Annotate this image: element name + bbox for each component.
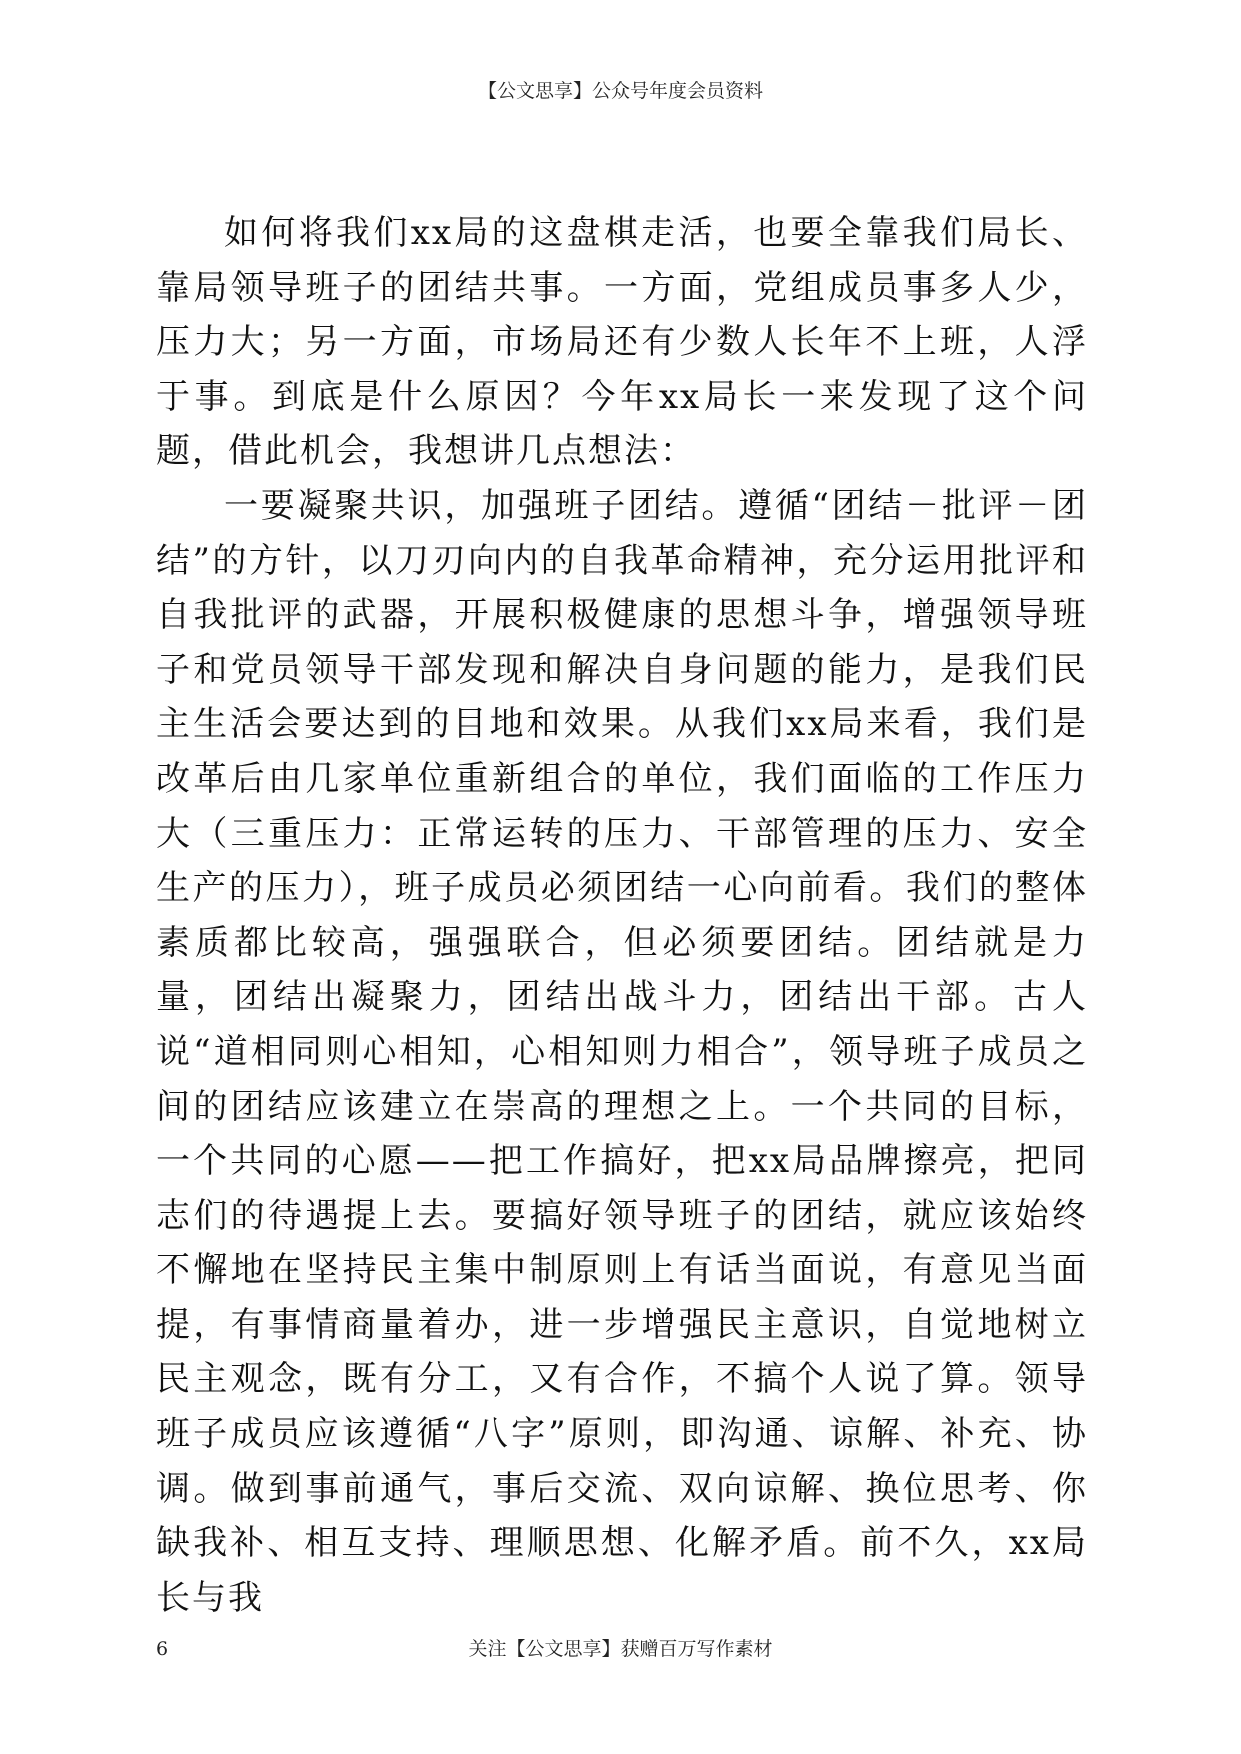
page-number: 6 (156, 1638, 169, 1660)
page-header: 【公文思享】公众号年度会员资料 (477, 80, 763, 102)
footer-note: 关注【公文思享】获赠百万写作素材 (468, 1638, 773, 1660)
paragraph: 一要凝聚共识，加强班子团结。遵循“团结－批评－团结”的方针，以刀刃向内的自我革命精神，充分运用批评和自我批评的武器，开展积极健康的思想斗争，增强领导班子和党员领导干部发现和解决自身问题的能力，是我们民主生活会要达到的目地和效果。从我们xx局来看，我们是改革后由几家单位重新组合的单位，我们面临的工作压力大（三重压力：正常运转的压力、干部管理的压力、安全生产的压力），班子成员必须团结一心向前看。我们的整体素质都比较高，强强联合，但必须要团结。团结就是力量，团结出凝聚力，团结出战斗力，团结出干部。古人说“道相同则心相知，心相知则力相合”，领导班子成员之间的团结应该建立在崇高的理想之上。一个共同的目标，一个共同的心愿——把工作搞好，把xx局品牌擦亮，把同志们的待遇提上去。要搞好领导班子的团结，就应该始终不懈地在坚持民主集中制原则上有话当面说，有意见当面提，有事情商量着办，进一步增强民主意识，自觉地树立民主观念，既有分工，又有合作，不搞个人说了算。领导班子成员应该遵循“八字”原则，即沟通、谅解、补充、协调。做到事前通气，事后交流、双向谅解、换位思考、你缺我补、相互支持、理顺思想、化解矛盾。前不久，xx局长与我 (156, 485, 1088, 1618)
document-body (156, 206, 1088, 1625)
paragraph: 如何将我们xx局的这盘棋走活，也要全靠我们局长、靠局领导班子的团结共事。一方面，党组成员事多人少，压力大；另一方面，市场局还有少数人长年不上班，人浮于事。到底是什么原因？今年xx局长一来发现了这个问题，借此机会，我想讲几点想法： (156, 213, 1088, 472)
